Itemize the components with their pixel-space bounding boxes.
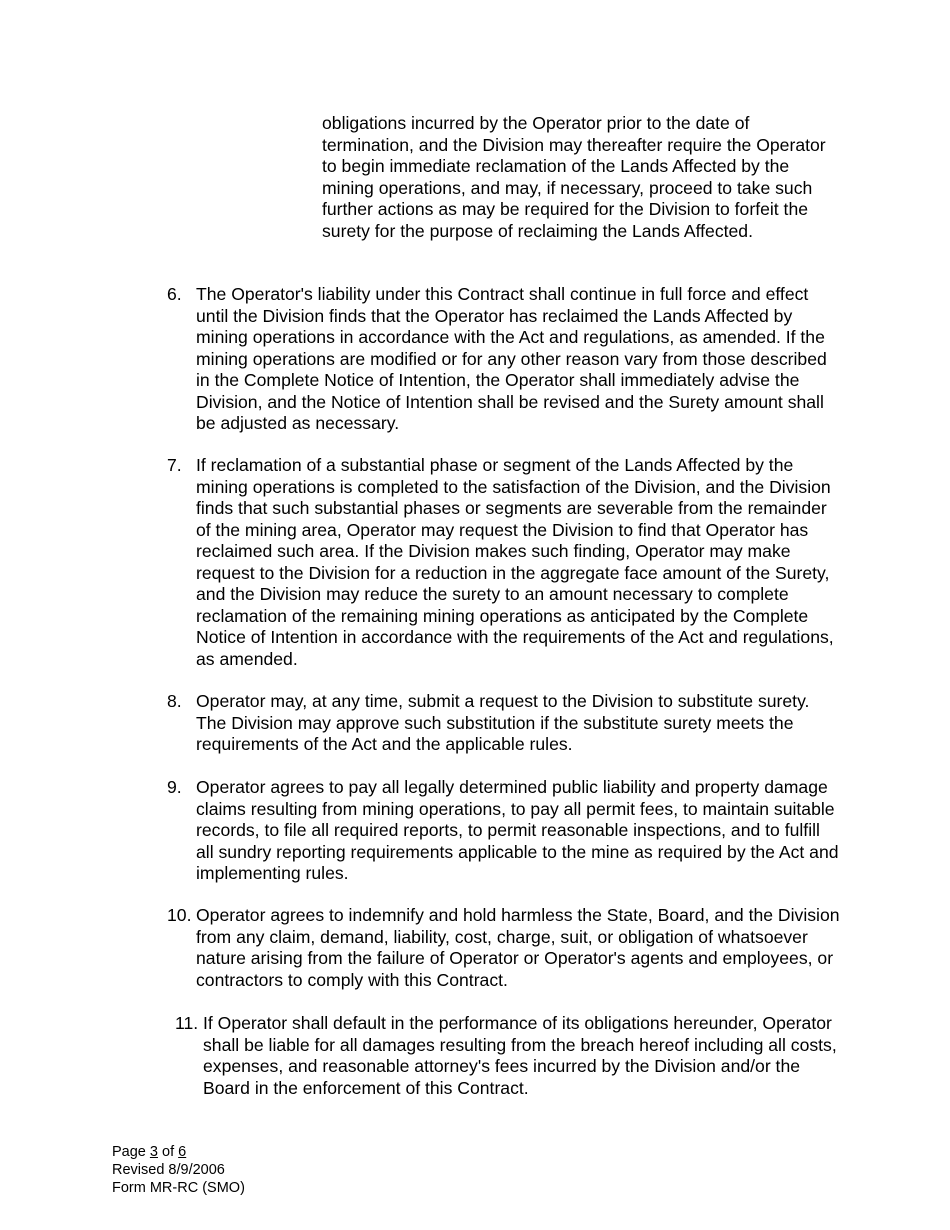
page-current: 3 [149,1144,158,1160]
clause-number: 8. [167,691,182,711]
clause-number: 7. [167,455,182,475]
revised-date: Revised 8/9/2006 [112,1162,225,1178]
clause-6 [167,284,847,435]
clause-text: The Operator's liability under this Contract shall continue in full force and effect until the Division finds that the Operator has reclaimed the Lands Affected by mining operations in accordance with the Act and regulations, as amended. If the mining operations are modified or for any other reason vary from those described in the Complete Notice of Intention, the Operator shall immediately advise the Division, and the Notice of Intention shall be revised and the Surety amount shall be adjusted as necessary. [196,284,827,433]
clause-text: If Operator shall default in the performance of its obligations hereunder, Operator shall be liable for all damages resulting from the breach hereof including all costs, expenses, and reasonable attorney's fees incurred by the Division and/or the Board in the enforcement of this Contract. [203,1013,837,1098]
continuation-paragraph: obligations incurred by the Operator prior to the date of termination, and the Division may thereafter require the Operator to begin immediate reclamation of the Lands Affected by the mining operations, and may, if necessary, proceed to take such further actions as may be required for the Division to forfeit the surety for the purpose of reclaiming the Lands Affected. [322,113,826,241]
clause-number: 11. [175,1013,199,1033]
clause-number: 10. [167,905,192,925]
clause-text: If reclamation of a substantial phase or segment of the Lands Affected by the mining operations is completed to the satisfaction of the Division, and the Division finds that such substantial phases or segments are severable from the remainder of the mining area, Operator may request the Division to find that Operator has reclaimed such area. If the Division makes such finding, Operator may make request to the Division for a reduction in the aggregate face amount of the Surety, and the Division may reduce the surety to an amount necessary to complete reclamation of the remaining mining operations as anticipated by the Complete Notice of Intention in accordance with the requirements of the Act and regulations, as amended. [196,455,834,669]
clause-8 [167,691,847,756]
page-number-line [112,1143,245,1161]
clause-9 [167,777,847,885]
page-label: Page [112,1144,146,1160]
page-total: 6 [178,1144,187,1160]
clause-7 [167,455,847,670]
form-id: Form MR-RC (SMO) [112,1180,245,1196]
clause-number: 9. [167,777,182,797]
clause-11 [167,1013,847,1099]
clause-text: Operator agrees to pay all legally determined public liability and property damage claims resulting from mining operations, to pay all permit fees, to maintain suitable records, to file all required reports, to permit reasonable inspections, and to fulfill all sundry reporting requirements applicable to the mine as required by the Act and implementing rules. [196,777,839,883]
clause-text: Operator may, at any time, submit a request to the Division to substitute surety. The Division may approve such substitution if the substitute surety meets the requirements of the Act and the applicable rules. [196,691,810,754]
clause-number: 6. [167,284,182,304]
clause-10 [167,905,847,991]
page-footer [112,1143,245,1197]
page-of-label: of [162,1144,175,1160]
clause-text: Operator agrees to indemnify and hold harmless the State, Board, and the Division from any claim, demand, liability, cost, charge, suit, or obligation of whatsoever nature arising from the failure of Operator or Operator's agents and employees, or contractors to comply with this Contract. [196,905,840,990]
